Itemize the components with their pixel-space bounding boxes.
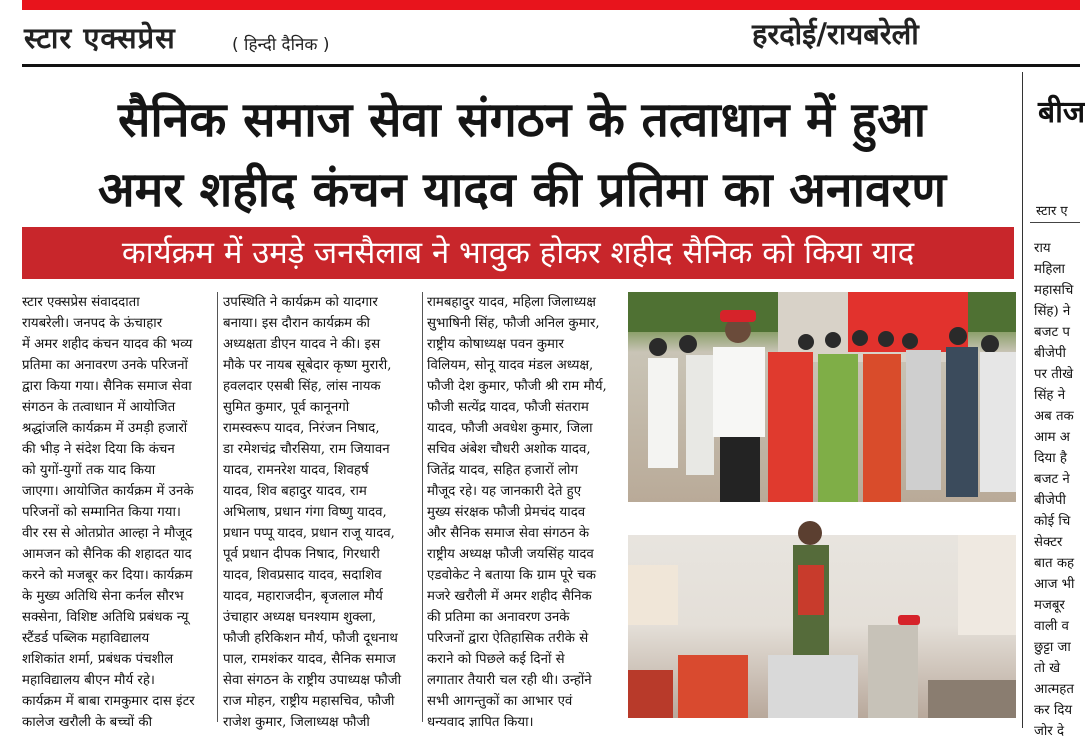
text-line: पर तीखे	[1034, 367, 1074, 382]
masthead-city: हरदोई/रायबरेली	[752, 17, 919, 51]
text-line: जोर दे	[1034, 724, 1065, 739]
text-line: वीर रस से ओतप्रोत आल्हा ने मौजूद	[22, 526, 193, 541]
text-line: रामबहादुर यादव, महिला जिलाध्यक्ष	[427, 295, 596, 310]
text-line: राज मोहन, राष्ट्रीय महासचिव, फौजी	[223, 694, 395, 709]
text-line: यादव, फौजी अवधेश कुमार, जिला	[427, 421, 593, 436]
article-column-1	[22, 292, 214, 733]
text-line: महाविद्यालय बीएन मौर्य रहे।	[22, 673, 155, 688]
text-line: उंचाहार अध्यक्ष घनश्याम शुक्ला,	[223, 610, 377, 625]
text-line: प्रतिमा का अनावरण उनके परिजनों	[22, 358, 188, 373]
text-line: बात कह	[1034, 556, 1075, 571]
text-line: यादव, महाराजदीन, बृजलाल मौर्य	[223, 589, 383, 604]
text-line: श्रद्धांजलि कार्यक्रम में उमड़ी हजारों	[22, 421, 188, 436]
text-line: फौजी हरिकिशन मौर्य, फौजी दूधनाथ	[223, 631, 398, 646]
text-line: प्रधान पप्पू यादव, प्रधान राजू यादव,	[223, 526, 395, 541]
text-line: फौजी देश कुमार, फौजी श्री राम मौर्य,	[427, 379, 607, 394]
text-line: स्टैंडर्ड पब्लिक महाविद्यालय	[22, 631, 150, 646]
text-line: दिया है	[1034, 451, 1067, 466]
text-line: कार्यक्रम में बाबा रामकुमार दास इंटर	[22, 694, 195, 709]
text-line: राष्ट्रीय कोषाध्यक्ष पवन कुमार	[427, 337, 564, 352]
text-line: छुट्टा जा	[1034, 640, 1071, 655]
text-line: मजबूर	[1034, 598, 1065, 613]
text-line: आम अ	[1034, 430, 1070, 445]
adjacent-byline-fragment: स्टार ए	[1036, 204, 1068, 219]
text-line: आत्महत	[1034, 682, 1074, 697]
text-line: जितेंद्र यादव, सहित हजारों लोग	[427, 463, 578, 478]
text-line: सिंह) ने	[1034, 304, 1071, 319]
text-line: महासचि	[1034, 283, 1074, 298]
column-divider	[422, 292, 423, 722]
text-line: की प्रतिमा का अनावरण उनके	[427, 610, 570, 625]
text-line: रामस्वरूप यादव, निरंजन निषाद,	[223, 421, 380, 436]
text-line: पाल, रामशंकर यादव, सैनिक समाज	[223, 652, 396, 667]
text-line: में अमर शहीद कंचन यादव की भव्य	[22, 337, 193, 352]
page-column-divider	[1022, 72, 1023, 728]
text-line: वाली व	[1034, 619, 1069, 634]
text-line: फौजी सत्येंद्र यादव, फौजी संतराम	[427, 400, 589, 415]
text-line: विलियम, सोनू यादव मंडल अध्यक्ष,	[427, 358, 594, 373]
text-line: परिजनों को सम्मानित किया गया।	[22, 505, 181, 520]
text-line: को युगों-युगों तक याद किया	[22, 463, 156, 478]
text-line: और सैनिक समाज सेवा संगठन के	[427, 526, 590, 541]
text-line: सचिव अंबेश चौधरी अशोक यादव,	[427, 442, 591, 457]
text-line: पूर्व प्रधान दीपक निषाद, गिरधारी	[223, 547, 380, 562]
text-line: मुख्य संरक्षक फौजी प्रेमचंद यादव	[427, 505, 586, 520]
text-line: कर दिय	[1034, 703, 1073, 718]
adjacent-rule	[1030, 222, 1080, 223]
text-line: बनाया। इस दौरान कार्यक्रम की	[223, 316, 370, 331]
text-line: बीजेपी	[1034, 346, 1066, 361]
text-line: सिंह ने	[1034, 388, 1066, 403]
photo-crowd	[628, 292, 1016, 502]
text-line: रायबरेली। जनपद के ऊंचाहार	[22, 316, 163, 331]
text-line: कराने को पिछले कई दिनों से	[427, 652, 565, 667]
text-line: मजरे खरौली में अमर शहीद सैनिक	[427, 589, 592, 604]
text-line: सुमित कुमार, पूर्व कानूनगो	[223, 400, 350, 415]
text-line: मौके पर नायब सूबेदार कृष्ण मुरारी,	[223, 358, 392, 373]
masthead-edition-label: ( हिन्दी दैनिक )	[232, 35, 330, 55]
text-line: राजेश कुमार, जिलाध्यक्ष फौजी	[223, 715, 370, 730]
masthead-rule	[22, 64, 1080, 67]
text-line: मौजूद रहे। यह जानकारी देते हुए	[427, 484, 582, 499]
text-line: लगातार तैयारी चल रही थी। उन्होंने	[427, 673, 592, 688]
text-line: राष्ट्रीय अध्यक्ष फौजी जयसिंह यादव	[427, 547, 594, 562]
article-column-2	[223, 292, 419, 733]
text-line: बजट प	[1034, 325, 1070, 340]
text-line: डा रमेशचंद्र चौरसिया, राम जियावन	[223, 442, 390, 457]
text-line: सेवा संगठन के राष्ट्रीय उपाध्यक्ष फौजी	[223, 673, 402, 688]
text-line: के मुख्य अतिथि सेना कर्नल सौरभ	[22, 589, 184, 604]
headline-line-1: सैनिक समाज सेवा संगठन के तत्वाधान में हुआ	[117, 92, 927, 148]
text-line: एडवोकेट ने बताया कि ग्राम पूरे चक	[427, 568, 596, 583]
masthead-name: स्टार एक्सप्रेस	[24, 21, 176, 55]
text-line: शशिकांत शर्मा, प्रबंधक पंचशील	[22, 652, 174, 667]
text-line: राय	[1034, 241, 1051, 256]
text-line: संगठन के तत्वाधान में आयोजित	[22, 400, 176, 415]
text-line: आज भी	[1034, 577, 1075, 592]
text-line: जाएगा। आयोजित कार्यक्रम में उनके	[22, 484, 194, 499]
text-line: स्टार एक्सप्रेस संवाददाता	[22, 295, 140, 310]
text-line: परिजनों द्वारा ऐतिहासिक तरीके से	[427, 631, 589, 646]
text-line: यादव, रामनरेश यादव, शिवहर्ष	[223, 463, 369, 478]
column-divider	[217, 292, 218, 722]
text-line: की भीड़ ने संदेश दिया कि कंचन	[22, 442, 175, 457]
text-line: द्वारा किया गया। सैनिक समाज सेवा	[22, 379, 192, 394]
text-line: सक्सेना, विशिष्ट अतिथि प्रबंधक न्यू	[22, 610, 189, 625]
subheadline-banner: कार्यक्रम में उमड़े जनसैलाब ने भावुक होकर शहीद सैनिक को किया याद	[22, 227, 1014, 279]
text-line: करने को मजबूर कर दिया। कार्यक्रम	[22, 568, 193, 583]
text-line: यादव, शिव बहादुर यादव, राम	[223, 484, 367, 499]
text-line: बीजेपी	[1034, 493, 1066, 508]
text-line: हवलदार एसबी सिंह, लांस नायक	[223, 379, 381, 394]
text-line: सभी आगन्तुकों का आभार एवं	[427, 694, 573, 709]
adjacent-article-fragment	[1034, 238, 1080, 742]
text-line: अब तक	[1034, 409, 1074, 424]
text-line: उपस्थिति ने कार्यक्रम को यादगार	[223, 295, 378, 310]
text-line: बजट ने	[1034, 472, 1070, 487]
text-line: सेक्टर	[1034, 535, 1063, 550]
text-line: आमजन को सैनिक की शहादत याद	[22, 547, 192, 562]
photo-statue	[628, 505, 1016, 718]
text-line: अभिलाष, प्रधान गंगा विष्णु यादव,	[223, 505, 387, 520]
headline-line-2: अमर शहीद कंचन यादव की प्रतिमा का अनावरण	[97, 162, 947, 218]
top-red-bar	[22, 0, 1080, 10]
text-line: महिला	[1034, 262, 1065, 277]
text-line: कोई चि	[1034, 514, 1071, 529]
text-line: सुभाषिनी सिंह, फौजी अनिल कुमार,	[427, 316, 600, 331]
text-line: धन्यवाद ज्ञापित किया।	[427, 715, 534, 730]
text-line: कालेज खरौली के बच्चों की	[22, 715, 153, 730]
text-line: तो खे	[1034, 661, 1061, 676]
text-line: यादव, शिवप्रसाद यादव, सदाशिव	[223, 568, 382, 583]
adjacent-headline-fragment: बीज	[1038, 95, 1085, 130]
text-line: अध्यक्षता डीएन यादव ने की। इस	[223, 337, 381, 352]
article-column-3	[427, 292, 620, 733]
